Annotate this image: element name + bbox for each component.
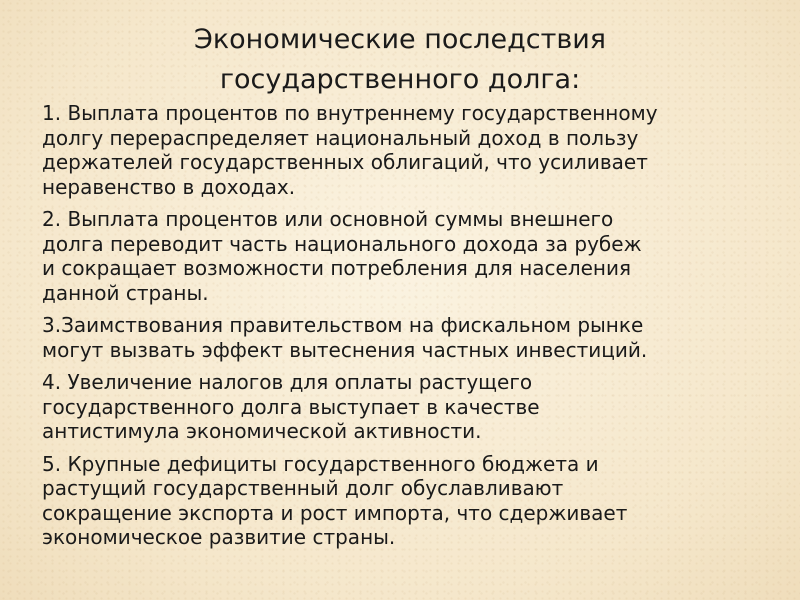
consequence-item-1 [42, 101, 772, 199]
consequence-line: долгу перераспределяет национальный доход в пользу [42, 125, 639, 150]
consequence-line: данной страны. [42, 280, 209, 305]
consequence-line: государственного долга выступает в качестве [42, 394, 540, 419]
slide-title-line: Экономические последствия [193, 24, 607, 55]
consequence-line: 3.Заимствования правительством на фискальном рынке [42, 313, 644, 337]
consequence-line: и сокращает возможности потребления для населения [42, 256, 632, 280]
consequence-item-2 [42, 207, 772, 305]
consequence-item-3 [42, 313, 772, 362]
slide-title [60, 20, 740, 100]
consequence-line: антистимула экономической активности. [42, 419, 482, 443]
consequence-line: могут вызвать эффект вытеснения частных инвестиций. [42, 337, 648, 362]
consequence-line: 4. Увеличение налогов для оплаты растущего [42, 370, 533, 394]
consequence-line: держателей государственных облигаций, что усиливает [42, 150, 648, 174]
consequences-list [42, 101, 772, 558]
consequence-line: экономическое развитие страны. [42, 525, 396, 549]
consequence-line: сокращение экспорта и рост импорта, что сдерживает [42, 500, 628, 525]
consequence-line: неравенство в доходах. [42, 174, 296, 199]
consequence-line: растущий государственный долг обуславливают [42, 476, 564, 500]
consequence-item-4 [42, 370, 772, 444]
consequence-line: 2. Выплата процентов или основной суммы внешнего [42, 207, 614, 231]
consequence-item-5 [42, 452, 772, 550]
consequence-line: долга переводит часть национального дохода за рубеж [42, 231, 642, 256]
consequence-line: 5. Крупные дефициты государственного бюджета и [42, 451, 599, 476]
slide-title-line: государственного долга: [219, 64, 581, 95]
consequence-line: 1. Выплата процентов по внутреннему государственному [42, 101, 658, 125]
